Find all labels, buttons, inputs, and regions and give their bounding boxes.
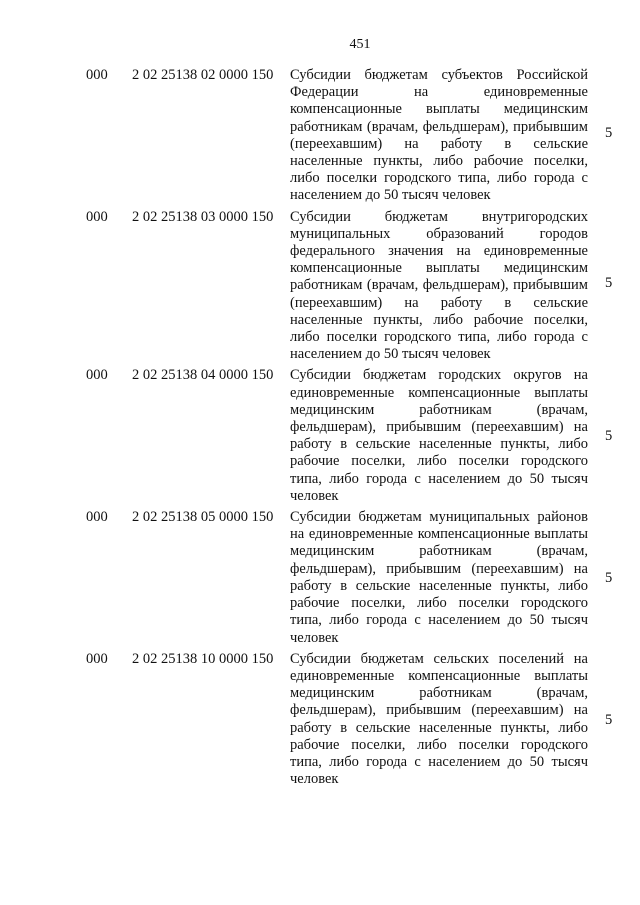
row-value: 5	[605, 711, 613, 728]
table-row	[0, 509, 640, 647]
budget-classification-code: 2 02 25138 10 0000 150	[132, 650, 274, 667]
income-codes-table	[0, 67, 640, 788]
table-row	[0, 651, 640, 789]
table-row	[0, 67, 640, 205]
row-value: 5	[605, 274, 613, 291]
table-row	[0, 367, 640, 505]
budget-classification-code: 2 02 25138 03 0000 150	[132, 208, 274, 225]
row-value: 5	[605, 428, 613, 445]
admin-code: 000	[86, 509, 108, 526]
page-number: 451	[349, 37, 371, 52]
row-value: 5	[605, 125, 613, 141]
admin-code: 000	[86, 367, 108, 384]
row-description: Субсидии бюджетам внутригородских муниципальных образований городов федерального значения на единовременные компенсационные выплаты медицинским работникам (врачам, фельдшерам), прибывшим (переехавшим) на работу в сельские населенные пункты, либо рабочие поселки, либо поселки городского типа, либо города с населением до 50 тысяч человек	[290, 208, 588, 363]
budget-classification-code: 2 02 25138 04 0000 150	[132, 367, 274, 384]
table-row	[0, 209, 640, 364]
row-description: Субсидии бюджетам городских округов на единовременные компенсационные выплаты медицинским работникам (врачам, фельдшерам), прибывшим (переехавшим) на работу в сельские населенные пункты, либо рабочие поселки, либо поселки городского типа, либо города с населением до 50 тысяч человек	[290, 367, 588, 504]
admin-code: 000	[86, 650, 108, 667]
admin-code: 000	[86, 208, 108, 225]
admin-code: 000	[86, 67, 108, 83]
row-description: Субсидии бюджетам муниципальных районов на единовременные компенсационные выплаты медицинским работникам (врачам, фельдшерам), прибывшим (переехавшим) на работу в сельские населенные пункты, либо рабочие поселки, либо поселки городского типа, либо города с населением до 50 тысяч человек	[290, 509, 588, 646]
budget-classification-code: 2 02 25138 02 0000 150	[132, 67, 274, 83]
row-description: Субсидии бюджетам субъектов Российской Федерации на единовременные компенсационные выплаты медицинским работникам (врачам, фельдшерам), прибывшим (переехавшим) на работу в сельские населенные пункты, либо рабочие поселки, либо поселки городского типа, либо города с населением до 50 тысяч человек	[290, 67, 588, 204]
row-value: 5	[605, 570, 613, 587]
budget-classification-code: 2 02 25138 05 0000 150	[132, 509, 274, 526]
row-description: Субсидии бюджетам сельских поселений на единовременные компенсационные выплаты медицинским работникам (врачам, фельдшерам), прибывшим (переехавшим) на работу в сельские населенные пункты, либо рабочие поселки, либо поселки городского типа, либо города с населением до 50 тысяч человек	[290, 650, 588, 788]
